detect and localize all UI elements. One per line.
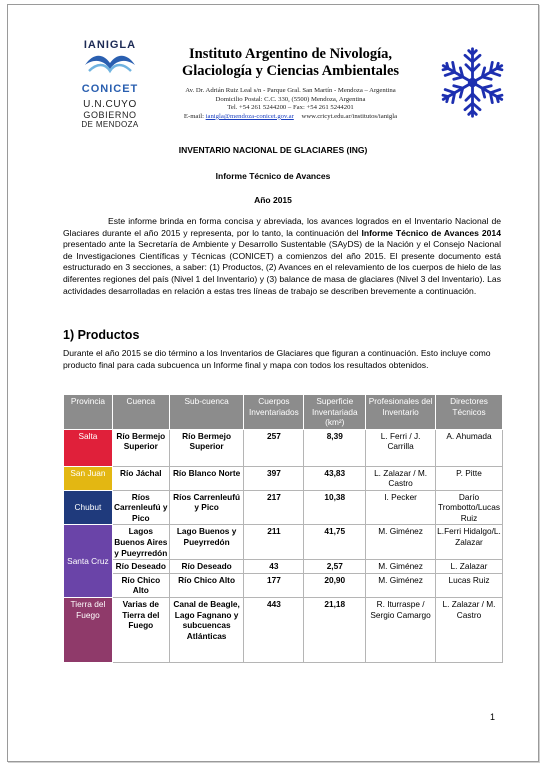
cell-directores: L. Zalazar / M. Castro xyxy=(435,598,502,663)
cell-subcuenca: Río Deseado xyxy=(169,560,244,574)
cell-superficie: 10,38 xyxy=(304,490,366,525)
table-row xyxy=(64,573,503,597)
document-year: Año 2015 xyxy=(254,195,292,205)
table-header-row xyxy=(64,395,503,430)
intro-text-1: Este informe brinda en forma concisa y abreviada, los avances logrados en el Inventario Nacional de Glaciares durante el año 2015 y representa, por lo tanto, la continuación del xyxy=(63,216,501,238)
cell-cuenca: Varias de Tierra del Fuego xyxy=(112,598,169,663)
intro-text-2: presentado ante la Secretaría de Ambiente y Desarrollo Sustentable (SAyDS) de la Nación y el Consejo Nacional de Investigaciones Científicas y Técnicas (CONICET) a comienzos del año 2015. El presente documento está estructurado en 3 secciones, a saber: (1) Productos, (2) Avances en el relevamiento de los cuerpos de hielo de las diferentes regiones del país (Nivel 1 del Inventario) y (3) balance de masa de glaciares (Nivel 3 del Inventario). Las actividades desarrolladas en relación a estas tres líneas de trabajo se describen brevemente a continuación. xyxy=(63,239,501,296)
institute-title-line1: Instituto Argentino de Nivología, xyxy=(188,46,392,62)
cell-cuenca: Lagos Buenos Aires y Pueyrredón xyxy=(112,525,169,560)
address-line-2: Domicilio Postal: C.C. 330, (5500) Mendoza, Argentina xyxy=(215,95,366,103)
cell-profesionales: M. Giménez xyxy=(366,525,436,560)
page-number: 1 xyxy=(490,712,496,722)
institute-title xyxy=(158,46,423,80)
document-title: INVENTARIO NACIONAL DE GLACIARES (ING) xyxy=(178,145,368,155)
cell-cuenca: Ríos Carrenleufú y Pico xyxy=(112,490,169,525)
document-subtitle: Informe Técnico de Avances xyxy=(215,171,331,181)
cell-directores: P. Pitte xyxy=(435,466,502,490)
institution-logos xyxy=(70,39,150,129)
province-cell-salta: Salta xyxy=(64,429,113,466)
table-row xyxy=(64,490,503,525)
intro-paragraph xyxy=(63,216,501,297)
cell-subcuenca: Canal de Beagle, Lago Fagnano y subcuencas Atlánticas xyxy=(169,598,244,663)
conicet-logo-icon xyxy=(79,51,141,77)
cell-cuerpos: 217 xyxy=(244,490,304,525)
gobierno-logo-line1: GOBIERNO xyxy=(83,110,137,120)
cell-cuerpos: 177 xyxy=(244,573,304,597)
province-cell-santa-cruz: Santa Cruz xyxy=(64,525,113,598)
table-row xyxy=(64,466,503,490)
cell-cuerpos: 397 xyxy=(244,466,304,490)
header-superficie-unit: (km²) xyxy=(325,417,345,427)
cell-subcuenca: Ríos Carrenleufú y Pico xyxy=(169,490,244,525)
cell-profesionales: L. Zalazar / M. Castro xyxy=(366,466,436,490)
cell-profesionales: R. Iturraspe / Sergio Camargo xyxy=(366,598,436,663)
table-row xyxy=(64,560,503,574)
section-heading-productos: 1) Productos xyxy=(63,328,140,342)
cell-cuerpos: 43 xyxy=(244,560,304,574)
table-row xyxy=(64,429,503,466)
cell-cuenca: Río Bermejo Superior xyxy=(112,429,169,466)
cell-directores: Darío Trombotto/Lucas Ruiz xyxy=(435,490,502,525)
header-profesionales: Profesionales del Inventario xyxy=(366,395,436,430)
table-row xyxy=(64,598,503,663)
uncuyo-logo: U.N.CUYO xyxy=(83,99,137,110)
cell-subcuenca: Lago Buenos y Pueyrredón xyxy=(169,525,244,560)
cell-profesionales: M. Giménez xyxy=(366,560,436,574)
header-directores: Directores Técnicos xyxy=(435,395,502,430)
province-cell-tierra-del-fuego: Tierra del Fuego xyxy=(64,598,113,663)
table-row xyxy=(64,525,503,560)
cell-superficie: 20,90 xyxy=(304,573,366,597)
cell-subcuenca: Río Blanco Norte xyxy=(169,466,244,490)
cell-directores: A. Ahumada xyxy=(435,429,502,466)
intro-text-bold: Informe Técnico de Avances 2014 xyxy=(361,227,501,238)
gobierno-logo-line2: DE MENDOZA xyxy=(81,120,139,129)
header-superficie xyxy=(304,395,366,430)
cell-superficie: 2,57 xyxy=(304,560,366,574)
cell-directores: Lucas Ruiz xyxy=(435,573,502,597)
web-url: www.cricyt.edu.ar/institutos/ianigla xyxy=(301,112,398,120)
cell-profesionales: I. Pecker xyxy=(366,490,436,525)
institute-title-line2: Glaciología y Ciencias Ambientales xyxy=(181,63,400,79)
address-line-3: Tel. +54 261 5244200 – Fax: +54 261 5244201 xyxy=(227,104,354,112)
cell-cuenca: Río Deseado xyxy=(112,560,169,574)
cell-cuerpos: 443 xyxy=(244,598,304,663)
cell-superficie: 21,18 xyxy=(304,598,366,663)
province-cell-chubut: Chubut xyxy=(64,490,113,525)
section-productos-text: Durante el año 2015 se dio término a los Inventarios de Glaciares que figuran a continuación. Esto incluye como producto final para cada subcuenca un Informe final y mapa con todos los resultados obtenidos. xyxy=(63,348,491,370)
cell-superficie: 8,39 xyxy=(304,429,366,466)
header-provincia: Provincia xyxy=(64,395,113,430)
cell-directores: L. Zalazar xyxy=(435,560,502,574)
cell-cuenca: Río Jáchal xyxy=(112,466,169,490)
inventory-table xyxy=(63,394,503,663)
cell-directores: L.Ferri Hidalgo/L. Zalazar xyxy=(435,525,502,560)
cell-profesionales: L. Ferri / J. Carrilla xyxy=(366,429,436,466)
cell-cuerpos: 257 xyxy=(244,429,304,466)
header-cuerpos: Cuerpos Inventariados xyxy=(244,395,304,430)
cell-profesionales: M. Giménez xyxy=(366,573,436,597)
address-line-1: Av. Dr. Adrián Ruiz Leal s/n - Parque Gral. San Martín - Mendoza – Argentina xyxy=(185,87,396,94)
document-page xyxy=(7,4,539,762)
cell-subcuenca: Río Chico Alto xyxy=(169,573,244,597)
email-label: E-mail: xyxy=(183,112,204,120)
header-cuenca: Cuenca xyxy=(112,395,169,430)
email-link[interactable]: ianigla@mendoza-conicet.gov.ar xyxy=(205,112,294,120)
contact-line xyxy=(158,113,423,122)
conicet-wordmark: CONICET xyxy=(81,83,139,95)
cell-subcuenca: Río Bermejo Superior xyxy=(169,429,244,466)
cell-superficie: 43,83 xyxy=(304,466,366,490)
province-cell-san-juan: San Juan xyxy=(64,466,113,490)
header-subcuenca: Sub-cuenca xyxy=(169,395,244,430)
ianigla-logo: IANIGLA xyxy=(83,39,137,51)
header-superficie-label: Superficie Inventariada xyxy=(311,396,358,417)
cell-superficie: 41,75 xyxy=(304,525,366,560)
institute-address xyxy=(158,87,423,121)
cell-cuerpos: 211 xyxy=(244,525,304,560)
snowflake-icon xyxy=(435,45,510,120)
cell-cuenca: Río Chico Alto xyxy=(112,573,169,597)
